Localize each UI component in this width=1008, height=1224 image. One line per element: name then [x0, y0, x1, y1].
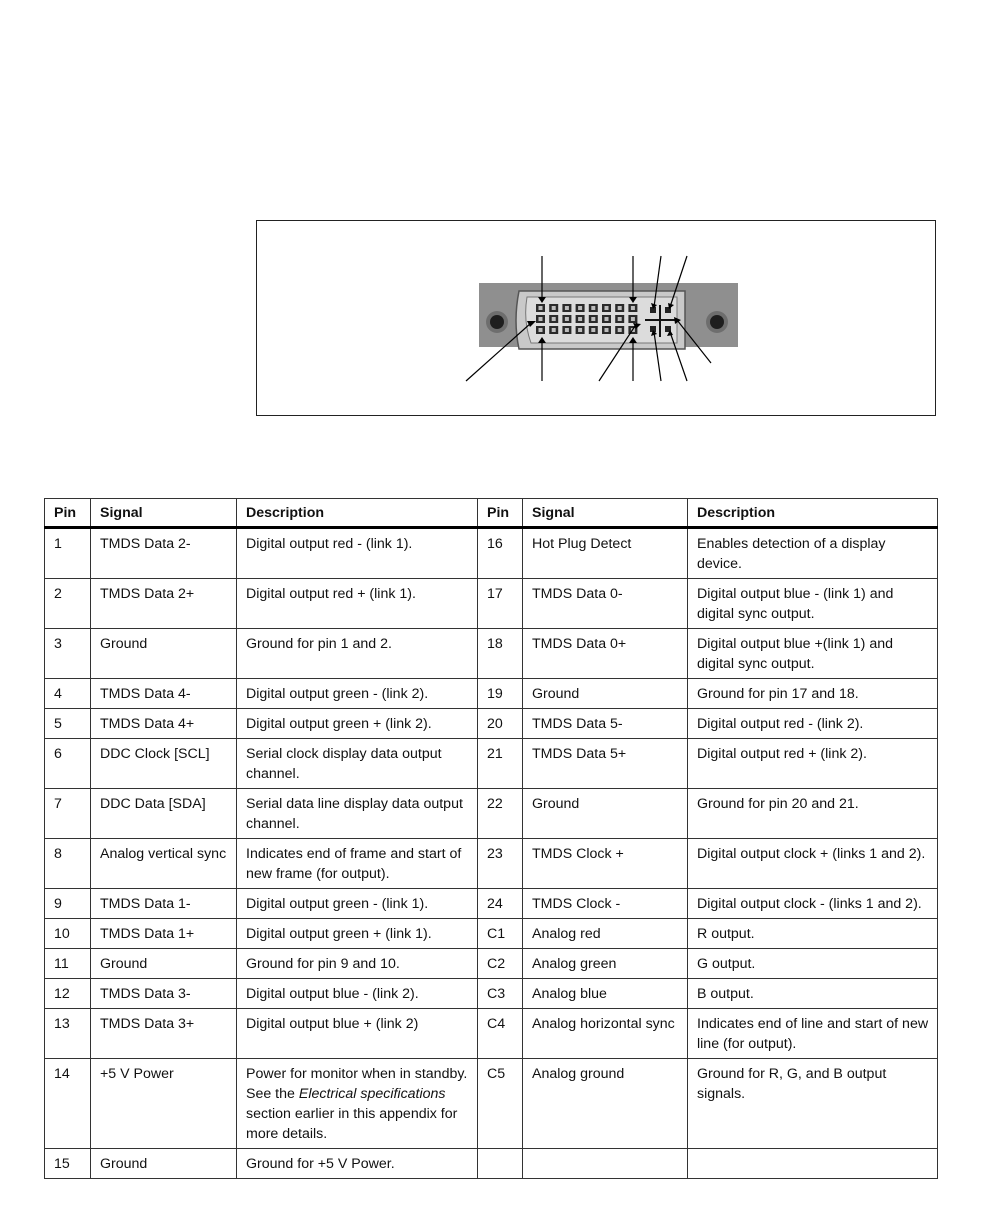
- description-cell: Digital output blue - (link 1) and digital sync output.: [688, 579, 938, 629]
- pin-cell: 9: [45, 889, 91, 919]
- section-reference: Electrical specifications: [298, 1086, 446, 1102]
- pin-cell: 7: [45, 789, 91, 839]
- dvi-connector-diagram: [257, 221, 937, 417]
- description-cell: Indicates end of frame and start of new frame (for output).: [237, 839, 478, 889]
- pin-cell: 5: [45, 709, 91, 739]
- pin-cell: 4: [45, 679, 91, 709]
- description-cell: Serial clock display data output channel.: [237, 739, 478, 789]
- signal-cell: TMDS Data 4-: [91, 679, 237, 709]
- description-text: section earlier in this appendix for more details.: [246, 1106, 458, 1142]
- pin-table: [44, 498, 938, 1179]
- description-cell: Digital output red + (link 1).: [237, 579, 478, 629]
- table-row: [45, 789, 938, 839]
- signal-cell: TMDS Data 3-: [91, 979, 237, 1009]
- table-row: [45, 679, 938, 709]
- signal-cell: TMDS Data 4+: [91, 709, 237, 739]
- description-cell: Digital output blue +(link 1) and digital sync output.: [688, 629, 938, 679]
- description-cell: G output.: [688, 949, 938, 979]
- description-cell: Ground for R, G, and B output signals.: [688, 1059, 938, 1149]
- pin-cell: 13: [45, 1009, 91, 1059]
- pin-socket: [565, 306, 569, 310]
- signal-cell: TMDS Data 0-: [523, 579, 688, 629]
- signal-cell: Ground: [91, 1149, 237, 1179]
- description-cell: R output.: [688, 919, 938, 949]
- pin-cell: 3: [45, 629, 91, 679]
- signal-cell: Analog green: [523, 949, 688, 979]
- pin-cell: C5: [478, 1059, 523, 1149]
- pin-socket: [539, 306, 543, 310]
- table-row: [45, 1149, 938, 1179]
- pin-socket: [578, 328, 582, 332]
- pin-cell: 23: [478, 839, 523, 889]
- pin-socket: [539, 328, 543, 332]
- description-cell: Digital output blue - (link 2).: [237, 979, 478, 1009]
- signal-cell: Ground: [523, 679, 688, 709]
- signal-cell: TMDS Clock +: [523, 839, 688, 889]
- description-cell: [237, 1059, 478, 1149]
- pin-socket: [591, 306, 595, 310]
- pin-cell: 24: [478, 889, 523, 919]
- pin-socket: [565, 317, 569, 321]
- description-cell: B output.: [688, 979, 938, 1009]
- pin-cell: 6: [45, 739, 91, 789]
- table-row: [45, 1009, 938, 1059]
- signal-cell: DDC Data [SDA]: [91, 789, 237, 839]
- pin-socket: [539, 317, 543, 321]
- description-cell: Serial data line display data output channel.: [237, 789, 478, 839]
- signal-cell: Hot Plug Detect: [523, 528, 688, 579]
- table-body: [45, 528, 938, 1179]
- pin-cell: 18: [478, 629, 523, 679]
- description-cell: Ground for pin 20 and 21.: [688, 789, 938, 839]
- signal-cell: [523, 1149, 688, 1179]
- signal-cell: DDC Clock [SCL]: [91, 739, 237, 789]
- pin-socket: [631, 317, 635, 321]
- signal-cell: Analog blue: [523, 979, 688, 1009]
- pin-socket: [591, 328, 595, 332]
- pin-socket: [631, 306, 635, 310]
- signal-cell: TMDS Data 5-: [523, 709, 688, 739]
- signal-cell: Analog ground: [523, 1059, 688, 1149]
- pin-cell: [478, 1149, 523, 1179]
- description-cell: Digital output green - (link 1).: [237, 889, 478, 919]
- column-header-signal: Signal: [91, 499, 237, 528]
- signal-cell: TMDS Data 0+: [523, 629, 688, 679]
- description-cell: Ground for pin 1 and 2.: [237, 629, 478, 679]
- signal-cell: Ground: [523, 789, 688, 839]
- description-cell: Digital output green + (link 1).: [237, 919, 478, 949]
- table-row: [45, 629, 938, 679]
- signal-cell: Analog red: [523, 919, 688, 949]
- pin-cell: 11: [45, 949, 91, 979]
- signal-cell: Analog vertical sync: [91, 839, 237, 889]
- description-cell: Digital output red - (link 2).: [688, 709, 938, 739]
- table-row: [45, 709, 938, 739]
- column-header-description: Description: [237, 499, 478, 528]
- pin-socket: [578, 317, 582, 321]
- description-cell: Digital output green + (link 2).: [237, 709, 478, 739]
- right-screw-icon: [706, 311, 728, 333]
- pin-socket: [618, 317, 622, 321]
- pin-cell: 2: [45, 579, 91, 629]
- signal-cell: TMDS Data 1-: [91, 889, 237, 919]
- signal-cell: TMDS Data 2+: [91, 579, 237, 629]
- pin-socket: [605, 317, 609, 321]
- pin-cell: 16: [478, 528, 523, 579]
- pin-cell: 19: [478, 679, 523, 709]
- table-row: [45, 839, 938, 889]
- signal-cell: TMDS Data 3+: [91, 1009, 237, 1059]
- signal-cell: Analog horizontal sync: [523, 1009, 688, 1059]
- table-row: [45, 1059, 938, 1149]
- table-row: [45, 979, 938, 1009]
- description-cell: Ground for pin 17 and 18.: [688, 679, 938, 709]
- pin-cell: 1: [45, 528, 91, 579]
- table-row: [45, 739, 938, 789]
- description-cell: Digital output red - (link 1).: [237, 528, 478, 579]
- column-header-description-2: Description: [688, 499, 938, 528]
- pin-socket: [605, 328, 609, 332]
- pin-socket: [618, 328, 622, 332]
- pin-cell: 21: [478, 739, 523, 789]
- signal-cell: TMDS Data 5+: [523, 739, 688, 789]
- table-header-row: [45, 499, 938, 528]
- pin-cell: 22: [478, 789, 523, 839]
- column-header-pin-2: Pin: [478, 499, 523, 528]
- signal-cell: Ground: [91, 629, 237, 679]
- pin-cell: 14: [45, 1059, 91, 1149]
- pin-cell: C1: [478, 919, 523, 949]
- pin-socket: [605, 306, 609, 310]
- description-cell: Enables detection of a display device.: [688, 528, 938, 579]
- description-text: Power for monitor when in standby. See the: [246, 1066, 468, 1102]
- signal-cell: TMDS Data 2-: [91, 528, 237, 579]
- description-cell: Digital output red + (link 2).: [688, 739, 938, 789]
- table-row: [45, 528, 938, 579]
- pin-socket: [552, 328, 556, 332]
- description-cell: Digital output clock - (links 1 and 2).: [688, 889, 938, 919]
- pin-cell: 10: [45, 919, 91, 949]
- table-row: [45, 579, 938, 629]
- signal-cell: Ground: [91, 949, 237, 979]
- left-screw-icon: [486, 311, 508, 333]
- signal-cell: +5 V Power: [91, 1059, 237, 1149]
- pin-socket: [591, 317, 595, 321]
- table-row: [45, 949, 938, 979]
- connector-figure: [256, 220, 936, 416]
- pin-socket: [578, 306, 582, 310]
- pin-cell: 20: [478, 709, 523, 739]
- pin-socket: [618, 306, 622, 310]
- pin-cell: 17: [478, 579, 523, 629]
- description-cell: Digital output green - (link 2).: [237, 679, 478, 709]
- pin-cell: C2: [478, 949, 523, 979]
- pin-socket: [565, 328, 569, 332]
- pin-cell: C3: [478, 979, 523, 1009]
- pin-socket: [552, 306, 556, 310]
- description-cell: Ground for +5 V Power.: [237, 1149, 478, 1179]
- column-header-signal-2: Signal: [523, 499, 688, 528]
- description-cell: Indicates end of line and start of new line (for output).: [688, 1009, 938, 1059]
- description-cell: Digital output clock + (links 1 and 2).: [688, 839, 938, 889]
- signal-cell: TMDS Clock -: [523, 889, 688, 919]
- table-row: [45, 889, 938, 919]
- pin-cell: 8: [45, 839, 91, 889]
- description-cell: Ground for pin 9 and 10.: [237, 949, 478, 979]
- pin-cell: 15: [45, 1149, 91, 1179]
- signal-cell: TMDS Data 1+: [91, 919, 237, 949]
- description-cell: Digital output blue + (link 2): [237, 1009, 478, 1059]
- column-header-pin: Pin: [45, 499, 91, 528]
- description-cell: [688, 1149, 938, 1179]
- pin-socket: [552, 317, 556, 321]
- table-row: [45, 919, 938, 949]
- pin-cell: C4: [478, 1009, 523, 1059]
- pin-cell: 12: [45, 979, 91, 1009]
